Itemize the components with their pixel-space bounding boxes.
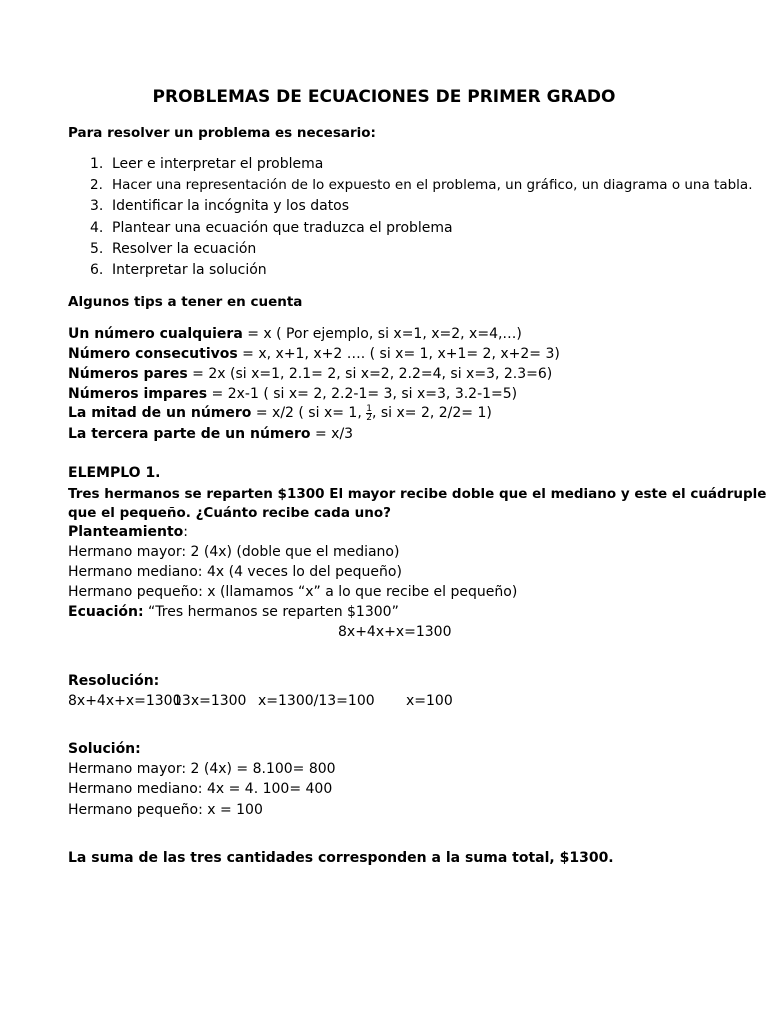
- resolucion-step: 8x+4x+x=1300: [68, 693, 182, 709]
- list-item: 1. Leer e interpretar el problema: [90, 156, 324, 172]
- problem-statement-cont: que el pequeño. ¿Cuánto recibe cada uno?: [68, 505, 391, 521]
- solucion-line: Hermano pequeño: x = 100: [68, 802, 263, 818]
- intro-text: Para resolver un problema es necesario:: [68, 125, 376, 141]
- resolucion-step: x=100: [406, 693, 453, 709]
- tip-item: Números impares = 2x-1 ( si x= 2, 2.2-1= 3, si x=3, 3.2-1=5): [68, 386, 518, 402]
- planteamiento-line: Hermano mayor: 2 (4x) (doble que el mediano): [68, 544, 400, 560]
- tip-item: Un número cualquiera = x ( Por ejemplo, si x=1, x=2, x=4,…): [68, 326, 522, 342]
- solucion-line: Hermano mayor: 2 (4x) = 8.100= 800: [68, 761, 336, 777]
- ecuacion-expression: 8x+4x+x=1300: [338, 624, 452, 640]
- solucion-line: Hermano mediano: 4x = 4. 100= 400: [68, 781, 333, 797]
- list-item: 6. Interpretar la solución: [90, 262, 267, 278]
- resolucion-heading: Resolución:: [68, 673, 160, 689]
- planteamiento-line: Hermano mediano: 4x (4 veces lo del pequeño): [68, 564, 402, 580]
- planteamiento-line: Hermano pequeño: x (llamamos “x” a lo que recibe el pequeño): [68, 584, 518, 600]
- resolucion-step: 13x=1300: [173, 693, 247, 709]
- tip-item: Números pares = 2x (si x=1, 2.1= 2, si x=2, 2.2=4, si x=3, 2.3=6): [68, 366, 553, 382]
- solucion-heading: Solución:: [68, 741, 141, 757]
- resolucion-step: x=1300/13=100: [258, 693, 375, 709]
- tip-item: La tercera parte de un número = x/3: [68, 426, 354, 442]
- page-title: PROBLEMAS DE ECUACIONES DE PRIMER GRADO: [152, 87, 616, 107]
- list-item: 4. Plantear una ecuación que traduzca el problema: [90, 220, 453, 236]
- list-item: 2. Hacer una representación de lo expuesto en el problema, un gráfico, un diagrama o una tabla.: [90, 177, 753, 193]
- list-item: 5. Resolver la ecuación: [90, 241, 257, 257]
- example-heading: ELEMPLO 1.: [68, 465, 161, 481]
- planteamiento-heading: Planteamiento:: [68, 524, 188, 540]
- problem-statement: Tres hermanos se reparten $1300 El mayor recibe doble que el mediano y este el cuádruple: [68, 486, 767, 502]
- ecuacion-line: Ecuación: “Tres hermanos se reparten $1300”: [68, 604, 399, 620]
- fraction: $\frac{1}{2}$: [366, 403, 372, 423]
- tips-heading: Algunos tips a tener en cuenta: [68, 294, 303, 310]
- tip-item: La mitad de un número = x/2 ( si x= 1, $\frac{1}{2}$ , si x= 2, 2/2= 1): [68, 403, 492, 423]
- conclusion: La suma de las tres cantidades corresponden a la suma total, $1300.: [68, 850, 614, 866]
- list-item: 3. Identificar la incógnita y los datos: [90, 198, 350, 214]
- tip-item: Número consecutivos = x, x+1, x+2 …. ( si x= 1, x+1= 2, x+2= 3): [68, 346, 560, 362]
